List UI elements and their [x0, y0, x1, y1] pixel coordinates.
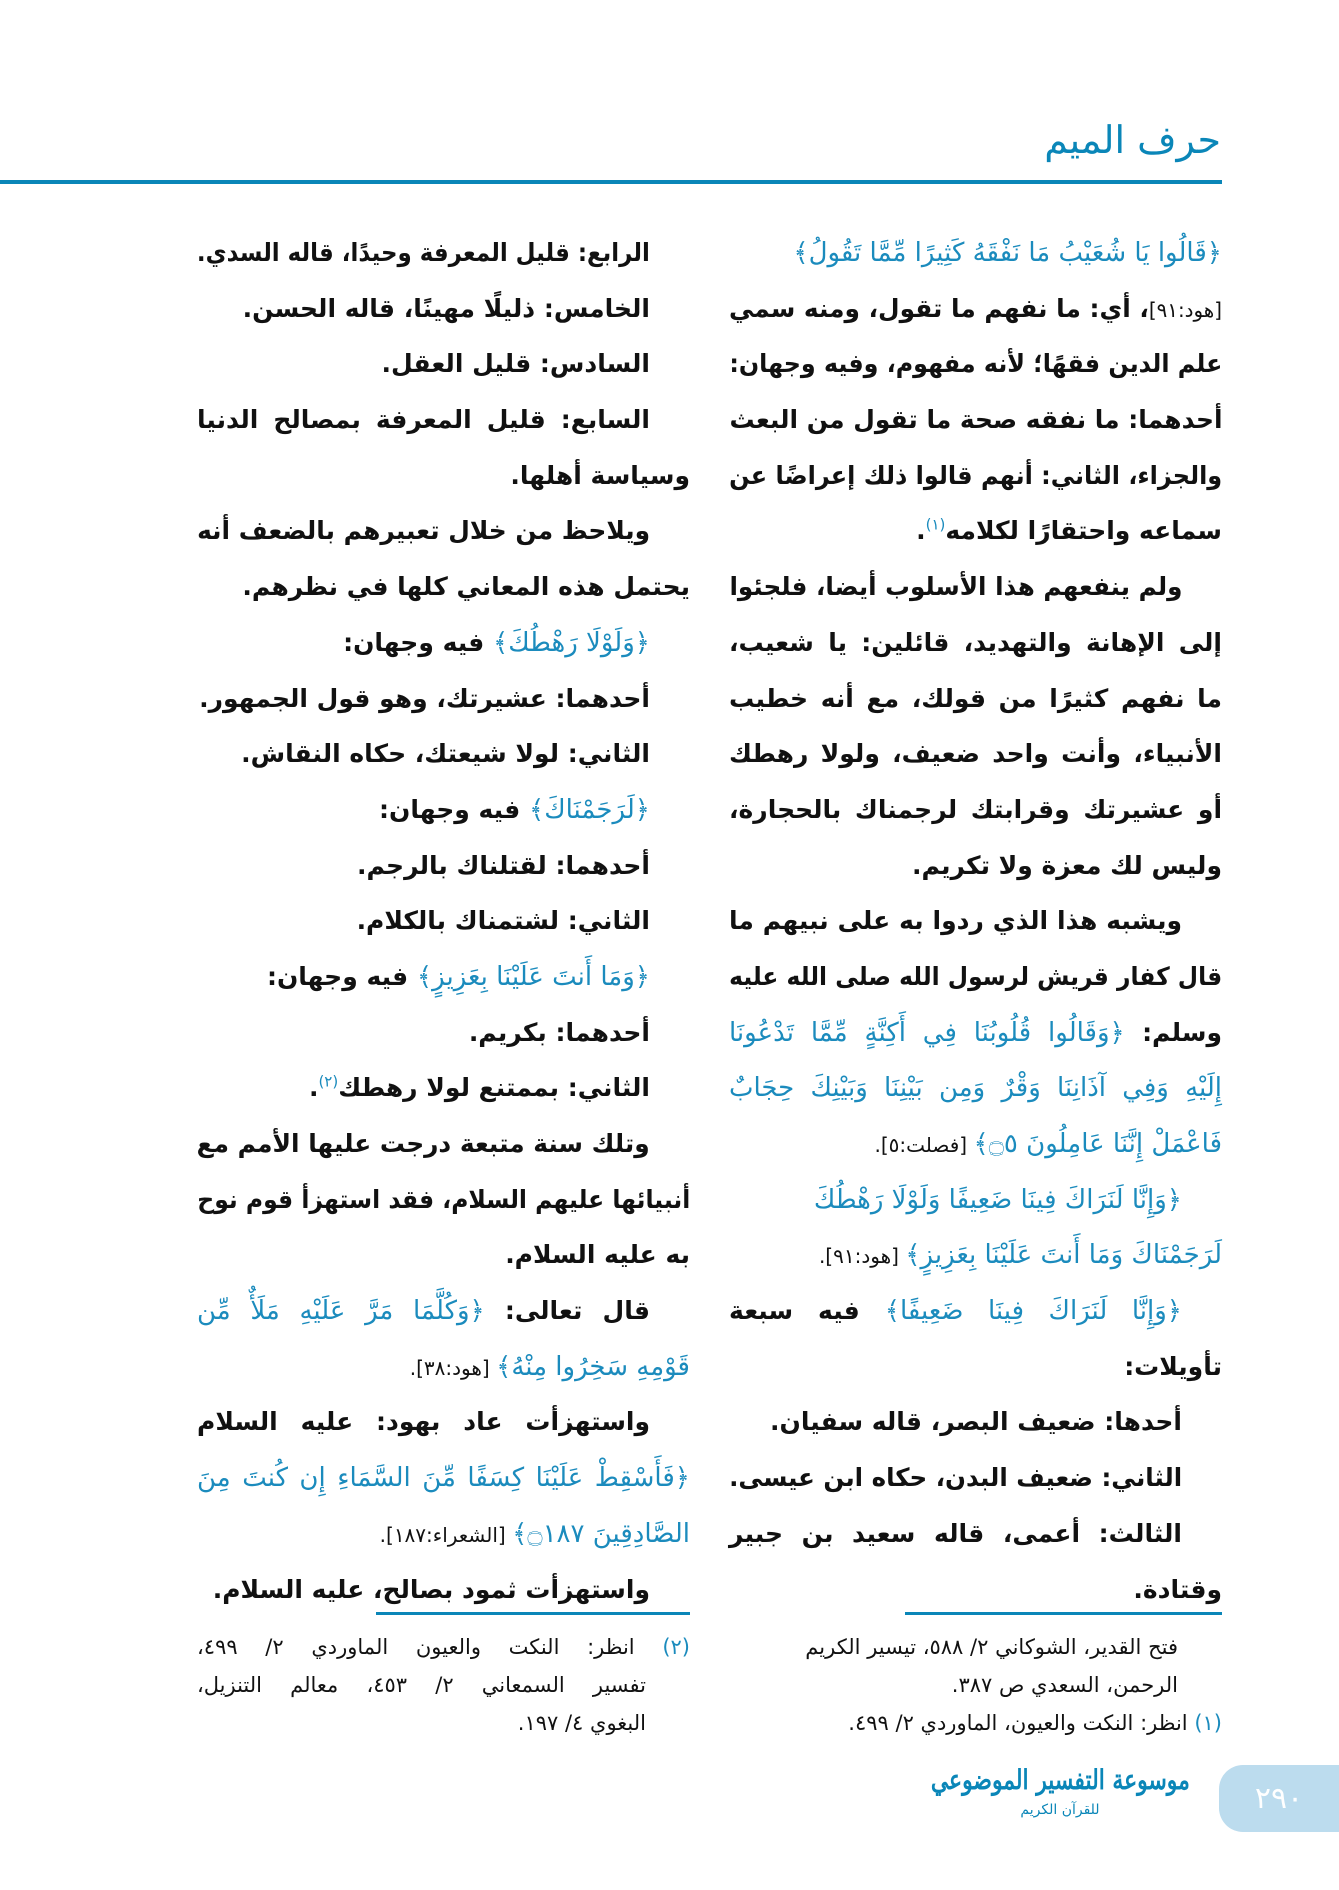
body-text: وليس لك معزة ولا تكريم. — [912, 850, 1222, 880]
body-text: ويلاحظ من خلال تعبيرهم بالضعف أنه — [197, 516, 650, 546]
text-line-content — [729, 281, 1222, 339]
body-text: الخامس: ذليلًا مهينًا، قاله الحسن. — [242, 293, 650, 323]
text-line-content — [729, 1060, 1222, 1117]
text-line — [728, 1172, 1222, 1228]
body-text: الثالث: أعمى، قاله سعيد بن جبير — [729, 1518, 1182, 1548]
footnote-marker: (١) — [925, 516, 946, 535]
text-line-content — [1124, 1339, 1222, 1395]
body-text: أحدهما: لقتلناك بالرجم. — [356, 850, 650, 880]
text-line — [196, 1450, 690, 1506]
text-line-content — [505, 1227, 690, 1283]
quran-verse: ﴿قَالُوا يَا شُعَيْبُ مَا نَفْقَهُ كَثِيرًا مِّمَّا تَقُولُ﴾ — [793, 238, 1222, 268]
page-number: ٢٩٠ — [1219, 1765, 1339, 1832]
text-line-content — [197, 225, 650, 281]
text-line — [196, 1562, 690, 1618]
footnote-line — [728, 1628, 1222, 1666]
quran-verse: فَاعْمَلْ إِنَّنَا عَامِلُونَ ۝٥﴾ — [973, 1129, 1222, 1159]
text-line — [196, 1116, 690, 1172]
body-text: السابع: قليل المعرفة بمصالح الدنيا — [196, 405, 650, 435]
body-text: وسلم: — [1124, 1017, 1222, 1047]
body-text: ، أي: ما نفهم ما تقول، ومنه سمي — [729, 293, 1149, 323]
text-line-content — [379, 782, 650, 839]
text-line — [728, 782, 1222, 838]
body-text: قال كفار قريش لرسول الله صلى الله عليه — [728, 961, 1222, 991]
text-line — [728, 225, 1222, 281]
body-text: الثاني: ضعيف البدن، حكاه ابن عيسى. — [728, 1463, 1182, 1493]
body-text: أو عشيرتك وقرابتك لرجمناك بالحجارة، — [729, 794, 1222, 824]
text-line-content — [729, 782, 1222, 838]
footnote-line — [196, 1666, 690, 1704]
text-line — [728, 1339, 1222, 1395]
text-line-content — [357, 838, 650, 894]
text-line — [196, 336, 690, 392]
text-line — [728, 1562, 1222, 1618]
text-line — [728, 893, 1222, 949]
footnote-divider-left — [376, 1612, 690, 1615]
text-line-content — [199, 671, 650, 727]
footnote-divider-right — [905, 1612, 1222, 1615]
footnote-text: انظر: النكت والعيون، الماوردي ٢/ ٤٩٩. — [848, 1711, 1195, 1735]
quran-verse: لَرَجَمْنَاكَ وَمَا أَنتَ عَلَيْنَا بِعَزِيزٍ﴾ — [905, 1240, 1222, 1271]
text-line-content — [309, 1060, 650, 1116]
text-line-content — [382, 336, 650, 392]
text-line — [196, 1172, 690, 1228]
text-line-content — [729, 392, 1222, 448]
text-line-content — [729, 1506, 1182, 1562]
body-text: به عليه السلام. — [505, 1240, 690, 1270]
footnote-2 — [196, 1628, 690, 1666]
text-line — [728, 1116, 1222, 1172]
body-text: الرابع: قليل المعرفة وحيدًا، قاله السدي. — [197, 238, 650, 267]
body-text: فيه وجهان: — [266, 961, 417, 991]
text-line — [728, 838, 1222, 894]
text-line — [196, 782, 690, 838]
footnote-text: البغوي ٤/ ١٩٧. — [517, 1711, 646, 1735]
quran-verse: ﴿فَأَسْقِطْ عَلَيْنَا كِسَفًا مِّنَ السَّمَاءِ إِن كُنتَ مِنَ — [196, 1463, 690, 1494]
body-text: واستهزأت ثمود بصالح، عليه السلام. — [212, 1574, 650, 1604]
logo-subtitle: للقرآن الكريم — [1020, 1802, 1100, 1818]
quran-verse: ﴿وَكُلَّمَا مَرَّ عَلَيْهِ مَلَأٌ مِّن — [196, 1296, 485, 1327]
footnote-number: (١) — [1194, 1711, 1222, 1735]
text-line — [196, 726, 690, 782]
text-line — [728, 671, 1222, 727]
text-line — [196, 281, 690, 337]
body-text: الأنبياء، وأنت واحد ضعيف، ولولا رهطك — [728, 739, 1222, 769]
text-line — [196, 225, 690, 281]
text-line — [196, 615, 690, 671]
text-line-content — [197, 1394, 650, 1450]
text-line-content — [729, 1450, 1182, 1506]
text-line-content — [267, 949, 650, 1006]
body-text: وسياسة أهلها. — [510, 460, 690, 490]
text-line-content — [729, 559, 1182, 615]
body-text: أحدها: ضعيف البصر، قاله سفيان. — [770, 1407, 1182, 1437]
header-rule — [0, 180, 1222, 184]
text-line-content — [874, 1116, 1222, 1174]
body-text: واستهزأت عاد بهود: عليه السلام — [197, 1407, 650, 1437]
body-text: أحدهما: ما نفقه صحة ما تقول من البعث — [728, 405, 1222, 435]
text-line-content — [916, 503, 1222, 559]
text-line — [196, 1227, 690, 1283]
text-line — [728, 615, 1222, 671]
left-text-column — [196, 225, 690, 1617]
quran-verse: ﴿وَقَالُوا قُلُوبُنَا فِي أَكِنَّةٍ مِّمَّا تَدْعُونَا — [729, 1017, 1125, 1048]
footnote-content — [197, 1628, 690, 1666]
text-line-content — [197, 503, 650, 559]
footnote-marker: (٢) — [318, 1072, 339, 1091]
body-text: أحدهما: بكريم. — [468, 1017, 650, 1047]
text-line-content — [213, 1562, 650, 1618]
body-text: قال تعالى: — [484, 1296, 650, 1326]
footnote-line — [196, 1704, 690, 1742]
verse-reference: [فصلت:٥]. — [874, 1133, 974, 1157]
body-text: فيه سبعة — [729, 1296, 885, 1326]
footnote-text: تفسير السمعاني ٢/ ٤٥٣، معالم التنزيل، — [196, 1673, 646, 1697]
text-line-content — [793, 225, 1222, 282]
body-text: فيه وجهان: — [379, 794, 529, 824]
text-line — [728, 726, 1222, 782]
quran-verse: الصَّادِقِينَ ۝١٨٧﴾ — [512, 1518, 690, 1549]
chapter-title: حرف الميم — [1044, 118, 1221, 162]
text-line — [196, 392, 690, 448]
logo-title: موسوعة التفسير الموضوعي — [931, 1765, 1190, 1796]
text-line — [728, 1060, 1222, 1116]
text-line-content — [729, 949, 1222, 1005]
text-line — [728, 1227, 1222, 1283]
text-line-content — [242, 559, 690, 615]
text-line — [196, 1060, 690, 1116]
text-line-content — [197, 392, 650, 448]
text-line-content — [243, 281, 650, 337]
text-line-content — [197, 1283, 650, 1340]
text-line-content — [814, 1172, 1182, 1229]
body-text: علم الدين فقهًا؛ لأنه مفهوم، وفيه وجهان: — [729, 349, 1222, 379]
text-line — [728, 1283, 1222, 1339]
footnote-text: الرحمن، السعدي ص ٣٨٧. — [951, 1673, 1178, 1697]
footnote-1 — [728, 1704, 1222, 1742]
text-line — [196, 893, 690, 949]
text-line — [196, 1506, 690, 1562]
body-text: الثاني: لولا شيعتك، حكاه النقاش. — [241, 739, 650, 769]
encyclopedia-logo — [930, 1762, 1190, 1818]
body-text: وقتادة. — [1133, 1574, 1222, 1604]
footnote-text: فتح القدير، الشوكاني ٢/ ٥٨٨، تيسير الكريم — [805, 1635, 1178, 1659]
quran-verse: ﴿وَإِنَّا لَنَرَاكَ فِينَا ضَعِيفًا وَلَوْلَا رَهْطُكَ — [813, 1184, 1182, 1215]
body-text: تأويلات: — [1124, 1351, 1222, 1381]
body-text: سماعه واحتقارًا لكلامه — [945, 516, 1222, 546]
text-line-content — [729, 1283, 1182, 1340]
text-line-content — [410, 1339, 690, 1397]
text-line — [728, 392, 1222, 448]
text-line — [196, 1283, 690, 1339]
body-text: ولم ينفعهم هذا الأسلوب أيضا، فلجئوا — [728, 572, 1182, 602]
text-line-content — [819, 1227, 1222, 1285]
body-text: . — [916, 516, 926, 546]
text-line-content — [729, 448, 1222, 504]
footnotes-left — [196, 1628, 690, 1742]
text-line — [728, 559, 1222, 615]
text-line-content — [380, 1506, 690, 1564]
text-line — [196, 1339, 690, 1395]
text-line-content — [729, 1005, 1222, 1062]
body-text: . — [308, 1073, 319, 1103]
body-text: فيه وجهان: — [343, 627, 494, 657]
text-line-content — [357, 893, 650, 949]
body-text: يحتمل هذه المعاني كلها في نظرهم. — [242, 572, 690, 602]
text-line-content — [197, 1172, 690, 1228]
footnotes-right — [728, 1628, 1222, 1742]
footnote-text: انظر: النكت والعيون الماوردي ٢/ ٤٩٩، — [197, 1635, 663, 1659]
text-line — [728, 448, 1222, 504]
text-line-content — [729, 671, 1222, 727]
body-text: السادس: قليل العقل. — [381, 349, 650, 379]
text-line — [728, 949, 1222, 1005]
right-text-column — [728, 225, 1222, 1617]
footnote-content — [848, 1704, 1222, 1742]
footnote-line — [728, 1666, 1222, 1704]
body-text: ما نفهم كثيرًا من قولك، مع أنه خطيب — [729, 683, 1222, 713]
text-line — [196, 949, 690, 1005]
quran-verse: ﴿وَمَا أَنتَ عَلَيْنَا بِعَزِيزٍ﴾ — [416, 961, 650, 992]
body-text: أحدهما: عشيرتك، وهو قول الجمهور. — [199, 683, 650, 713]
text-line — [196, 671, 690, 727]
text-line — [196, 838, 690, 894]
verse-reference: [الشعراء:١٨٧]. — [379, 1522, 513, 1547]
quran-verse: ﴿لَرَجَمْنَاكَ﴾ — [528, 794, 650, 825]
logo-title-row — [930, 1762, 1190, 1800]
text-line — [196, 503, 690, 559]
text-line-content — [197, 1116, 650, 1172]
text-line — [196, 1005, 690, 1061]
body-text: الثاني: بممتنع لولا رهطك — [338, 1073, 650, 1103]
text-line — [196, 448, 690, 504]
text-line-content — [197, 1450, 690, 1507]
text-line — [728, 336, 1222, 392]
quran-verse: إِلَيْهِ وَفِي آذَانِنَا وَقْرٌ وَمِن بَيْنِنَا وَبَيْنِكَ حِجَابٌ — [729, 1073, 1222, 1104]
text-line-content — [729, 615, 1222, 671]
quran-verse: ﴿وَلَوْلَا رَهْطُكَ﴾ — [493, 627, 650, 658]
text-line — [196, 559, 690, 615]
body-text: والجزاء، الثاني: أنهم قالوا ذلك إعراضًا عن — [728, 460, 1222, 490]
footnote-number: (٢) — [662, 1635, 690, 1659]
text-line — [728, 281, 1222, 337]
text-line-content — [729, 726, 1222, 782]
text-line-content — [469, 1005, 650, 1061]
text-line-content — [729, 893, 1182, 949]
text-line — [728, 1450, 1222, 1506]
body-text: وتلك سنة متبعة درجت عليها الأمم مع — [196, 1129, 650, 1158]
text-line — [728, 1394, 1222, 1450]
text-line — [728, 503, 1222, 559]
body-text: إلى الإهانة والتهديد، قائلين: يا شعيب، — [729, 627, 1222, 657]
text-line-content — [1133, 1562, 1222, 1618]
text-line-content — [343, 615, 650, 672]
text-line-content — [770, 1394, 1182, 1450]
quran-verse: ﴿وَإِنَّا لَنَرَاكَ فِينَا ضَعِيفًا﴾ — [884, 1296, 1182, 1327]
text-line-content — [729, 336, 1222, 392]
text-line-content — [241, 726, 650, 782]
body-text: الثاني: لشتمناك بالكلام. — [356, 906, 650, 936]
body-text: ويشبه هذا الذي ردوا به على نبيهم ما — [728, 906, 1182, 936]
text-line-content — [510, 448, 690, 504]
verse-reference: [هود:٩١] — [1148, 297, 1222, 322]
text-line — [728, 1506, 1222, 1562]
verse-reference: [هود:٩١]. — [818, 1244, 906, 1269]
text-line — [728, 1005, 1222, 1061]
text-line — [196, 1394, 690, 1450]
body-text: أنبيائها عليهم السلام، فقد استهزأ قوم نوح — [197, 1184, 690, 1214]
verse-reference: [هود:٣٨]. — [409, 1355, 497, 1380]
text-line-content — [912, 838, 1222, 894]
quran-verse: قَوْمِهِ سَخِرُوا مِنْهُ﴾ — [496, 1351, 690, 1382]
